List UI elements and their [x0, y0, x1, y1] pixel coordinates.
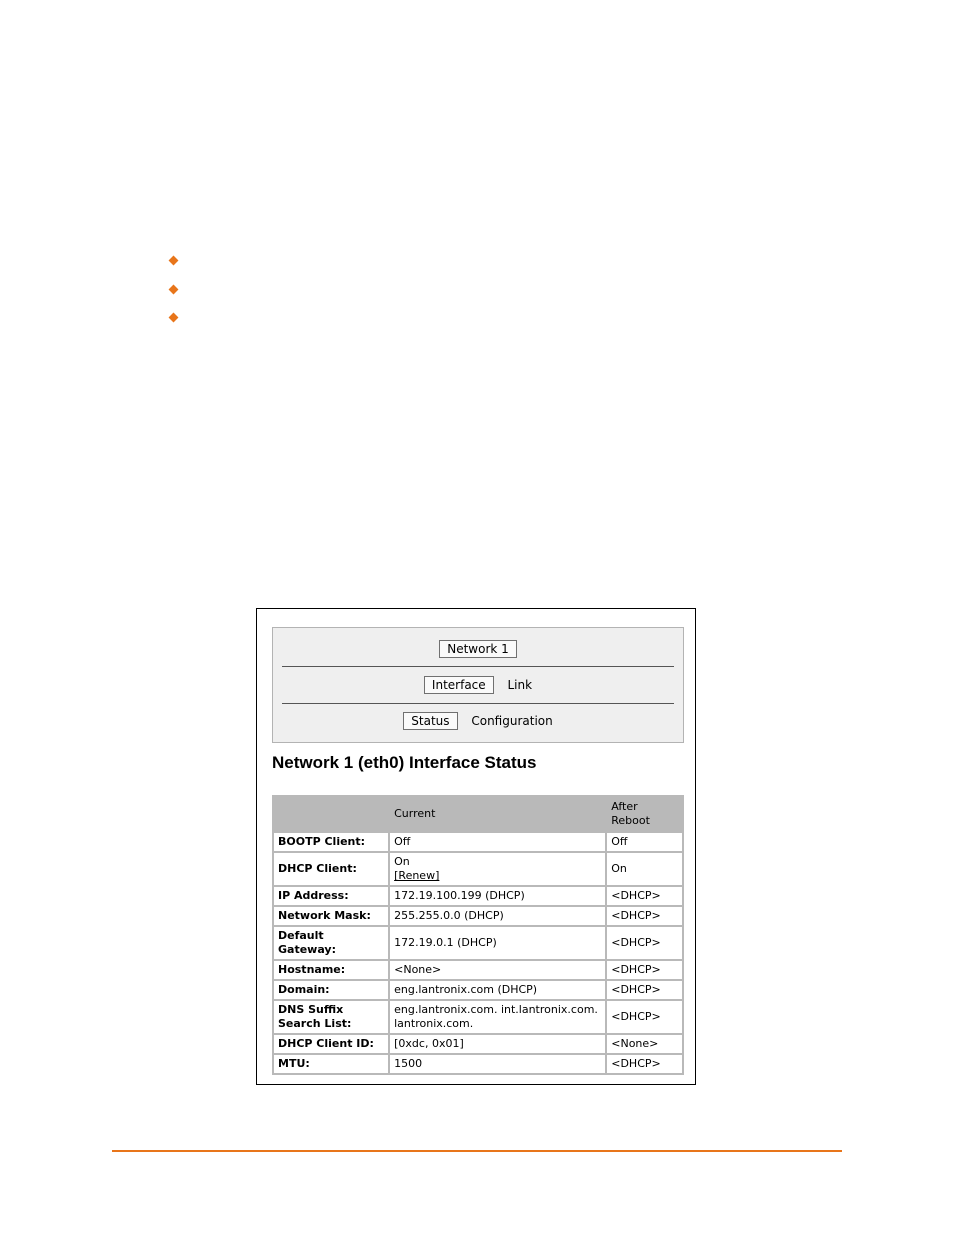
row-current: [0xdc, 0x01]: [390, 1035, 605, 1053]
row-after: <DHCP>: [607, 887, 682, 905]
row-label: Domain:: [274, 981, 388, 999]
row-current: 255.255.0.0 (DHCP): [390, 907, 605, 925]
table-row: [274, 853, 682, 885]
row-label: BOOTP Client:: [274, 833, 388, 851]
row-current: Off: [390, 833, 605, 851]
row-current: eng.lantronix.com (DHCP): [390, 981, 605, 999]
dns-current-line1: eng.lantronix.com. int.lantronix.com.: [394, 1003, 598, 1016]
table-row: [274, 887, 682, 905]
dns-label-line1: DNS Suffix: [278, 1003, 344, 1016]
row-after: <DHCP>: [607, 981, 682, 999]
row-after: <DHCP>: [607, 961, 682, 979]
row-after: <DHCP>: [607, 1055, 682, 1073]
nav-panel: [272, 627, 684, 743]
row-label: Network Mask:: [274, 907, 388, 925]
table-row: [274, 981, 682, 999]
dns-label-line2: Search List:: [278, 1017, 352, 1030]
footer-divider: [112, 1150, 842, 1152]
dns-current-line2: lantronix.com.: [394, 1017, 474, 1030]
row-current: 172.19.0.1 (DHCP): [390, 927, 605, 959]
header-after-line2: Reboot: [611, 814, 650, 827]
interface-button[interactable]: Interface: [424, 676, 494, 694]
table-row: [274, 1035, 682, 1053]
dhcp-current-value: On: [394, 855, 410, 868]
screenshot-frame: [256, 608, 696, 1085]
row-current: [390, 853, 605, 885]
row-after: Off: [607, 833, 682, 851]
nav-divider-1: [282, 666, 674, 667]
table-row: [274, 1055, 682, 1073]
row-label: MTU:: [274, 1055, 388, 1073]
page-title: Network 1 (eth0) Interface Status: [272, 753, 537, 772]
row-after: <DHCP>: [607, 927, 682, 959]
header-label: [274, 797, 388, 831]
table-header-row: [274, 797, 682, 831]
bullet-2: [169, 285, 179, 295]
table-row: [274, 1001, 682, 1033]
renew-link[interactable]: [Renew]: [394, 869, 440, 882]
header-current: Current: [390, 797, 605, 831]
link-tab[interactable]: Link: [507, 678, 533, 692]
nav-row-section: [273, 676, 683, 694]
header-after-line1: After: [611, 800, 638, 813]
table-row: [274, 961, 682, 979]
nav-row-network: [273, 640, 683, 658]
row-label: Hostname:: [274, 961, 388, 979]
row-label: Default Gateway:: [274, 927, 388, 959]
nav-row-subsection: [273, 712, 683, 730]
row-current: 1500: [390, 1055, 605, 1073]
row-label: DHCP Client ID:: [274, 1035, 388, 1053]
table-row: [274, 833, 682, 851]
status-button[interactable]: Status: [403, 712, 457, 730]
nav-divider-2: [282, 703, 674, 704]
row-after: On: [607, 853, 682, 885]
interface-status-table: [272, 795, 684, 1075]
row-after: <None>: [607, 1035, 682, 1053]
bullet-1: [169, 256, 179, 266]
network-1-button[interactable]: Network 1: [439, 640, 517, 658]
row-current: [390, 1001, 605, 1033]
configuration-tab[interactable]: Configuration: [471, 714, 553, 728]
table-row: [274, 907, 682, 925]
row-after: <DHCP>: [607, 1001, 682, 1033]
header-after-reboot: [607, 797, 682, 831]
row-after: <DHCP>: [607, 907, 682, 925]
table-row: [274, 927, 682, 959]
row-current: 172.19.100.199 (DHCP): [390, 887, 605, 905]
row-current: <None>: [390, 961, 605, 979]
bullet-3: [169, 313, 179, 323]
row-label: DHCP Client:: [274, 853, 388, 885]
row-label: [274, 1001, 388, 1033]
row-label: IP Address:: [274, 887, 388, 905]
